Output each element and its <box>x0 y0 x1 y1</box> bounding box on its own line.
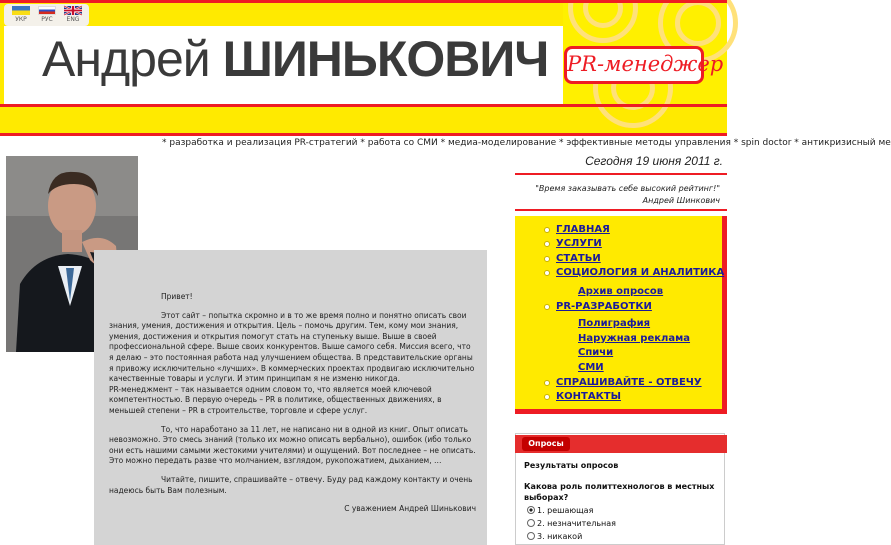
site-owner-name <box>42 31 549 87</box>
menu-bullet-icon <box>544 227 550 233</box>
uk-flag-icon <box>64 6 82 15</box>
menu-item-articles[interactable]: СТАТЬИ <box>556 253 601 264</box>
menu-item-pr-development[interactable]: PR-РАЗРАБОТКИ <box>556 301 652 312</box>
menu-item-speeches[interactable]: Спичи <box>578 347 614 358</box>
menu-item-media[interactable]: СМИ <box>578 362 604 373</box>
menu-bullet-icon <box>544 241 550 247</box>
intro-paragraph: PR-менеджмент – так называется одним словом то, что является моей ключевой компетентностью. В первую очередь – PR в политике, общественных движениях, в меньшей степени – PR в строительстве, торговле и сфере услуг. <box>109 384 442 415</box>
menu-item-printing[interactable]: Полиграфия <box>578 318 651 329</box>
poll-option-label: 1. решающая <box>537 506 594 515</box>
menu-item-home[interactable]: ГЛАВНАЯ <box>556 224 610 235</box>
menu-bullet-icon <box>544 304 550 310</box>
intro-text <box>109 292 476 523</box>
quote-author: Андрей Шинкович <box>642 196 720 205</box>
signature: С уважением Андрей Шинькович <box>344 504 476 514</box>
poll-option[interactable] <box>527 519 616 528</box>
menu-bullet-icon <box>544 270 550 276</box>
lang-label: УКР <box>15 16 27 23</box>
poll-question: Какова роль политтехнологов в местных выборах? <box>524 482 715 502</box>
current-date: Сегодня 19 июня 2011 г. <box>585 154 723 168</box>
first-name: Андрей <box>42 31 210 87</box>
ukraine-flag-icon <box>12 6 30 15</box>
radio-icon[interactable] <box>527 532 535 540</box>
menu-bullet-icon <box>544 394 550 400</box>
radio-selected-icon[interactable] <box>527 506 535 514</box>
menu-item-ask[interactable]: СПРАШИВАЙТЕ - ОТВЕЧУ <box>556 377 702 388</box>
poll-results-title: Результаты опросов <box>524 461 619 470</box>
quote-text: "Время заказывать себе высокий рейтинг!" <box>535 184 720 193</box>
menu-bullet-icon <box>544 380 550 386</box>
menu-item-poll-archive[interactable]: Архив опросов <box>578 286 664 297</box>
menu-bullet-icon <box>544 256 550 262</box>
poll-option[interactable] <box>527 506 593 515</box>
language-switcher <box>4 4 89 26</box>
lang-ukr[interactable] <box>10 6 32 24</box>
quote-divider <box>515 209 727 211</box>
russia-flag-icon <box>38 6 56 15</box>
radio-icon[interactable] <box>527 519 535 527</box>
lang-rus[interactable] <box>36 6 58 24</box>
poll-option-label: 3. никакой <box>537 532 583 541</box>
lang-label: ENG <box>66 16 80 23</box>
lang-eng[interactable] <box>62 6 84 24</box>
date-bar <box>515 154 727 175</box>
header-mid-stripe <box>0 104 727 107</box>
pr-manager-badge: PR-менеджер <box>564 46 704 84</box>
header-top-stripe <box>0 0 727 3</box>
poll-option[interactable] <box>527 532 582 541</box>
menu-item-services[interactable]: УСЛУГИ <box>556 238 602 249</box>
last-name: ШИНЬКОВИЧ <box>222 31 549 87</box>
menu-item-outdoor-ads[interactable]: Наружная реклама <box>578 333 691 344</box>
menu-item-sociology[interactable]: СОЦИОЛОГИЯ И АНАЛИТИКА <box>556 267 725 278</box>
poll-tab[interactable]: Опросы <box>522 437 570 451</box>
lang-label: РУС <box>41 16 53 23</box>
services-ticker: * разработка и реализация PR-стратегий * работа со СМИ * медиа-моделирование * эффективные методы управления * spin doctor * антикризисный ме <box>162 138 891 148</box>
poll-option-label: 2. незначительная <box>537 519 616 528</box>
intro-paragraph: Читайте, пишите, спрашивайте – отвечу. Буду рад каждому контакту и очень надеюсь быть Вам полезным. <box>109 474 473 495</box>
motto-quote <box>520 183 720 207</box>
header-bottom-stripe <box>0 133 727 136</box>
greeting: Привет! <box>161 292 193 301</box>
menu-item-contacts[interactable]: КОНТАКТЫ <box>556 391 621 402</box>
intro-paragraph: Этот сайт – попытка скромно и в то же время полно и понятно описать свои знания, умения, достижения и открытия. Цель – помочь другим. Тем, кому мои знания, умения, достижения и открытия помогут стать на ступеньку выше. Выше в своей профессиональной сфере. Выше своих конкурентов. Выше самого себя. Миссия всего, что я делаю – это постоянная работа над улучшением общества. В представительские органы я привожу исключительно «лучших». В коммерческих проектах продвигаю исключительно качественные товары и услуги. И этим принципам я не изменю никогда. <box>109 310 475 384</box>
main-menu-bottom-border <box>515 409 727 414</box>
intro-paragraph: То, что наработано за 11 лет, не написано ни в одной из книг. Опыт описать невозможно. Это смесь знаний (только их можно описать вербально), ошибок (ибо только они есть нашими самыми жестокими учителями) и ощущений. Вот последнее – не описать. Это можно передать разве что молчанием, взглядом, рукопожатием, дыханием, … <box>109 424 476 466</box>
